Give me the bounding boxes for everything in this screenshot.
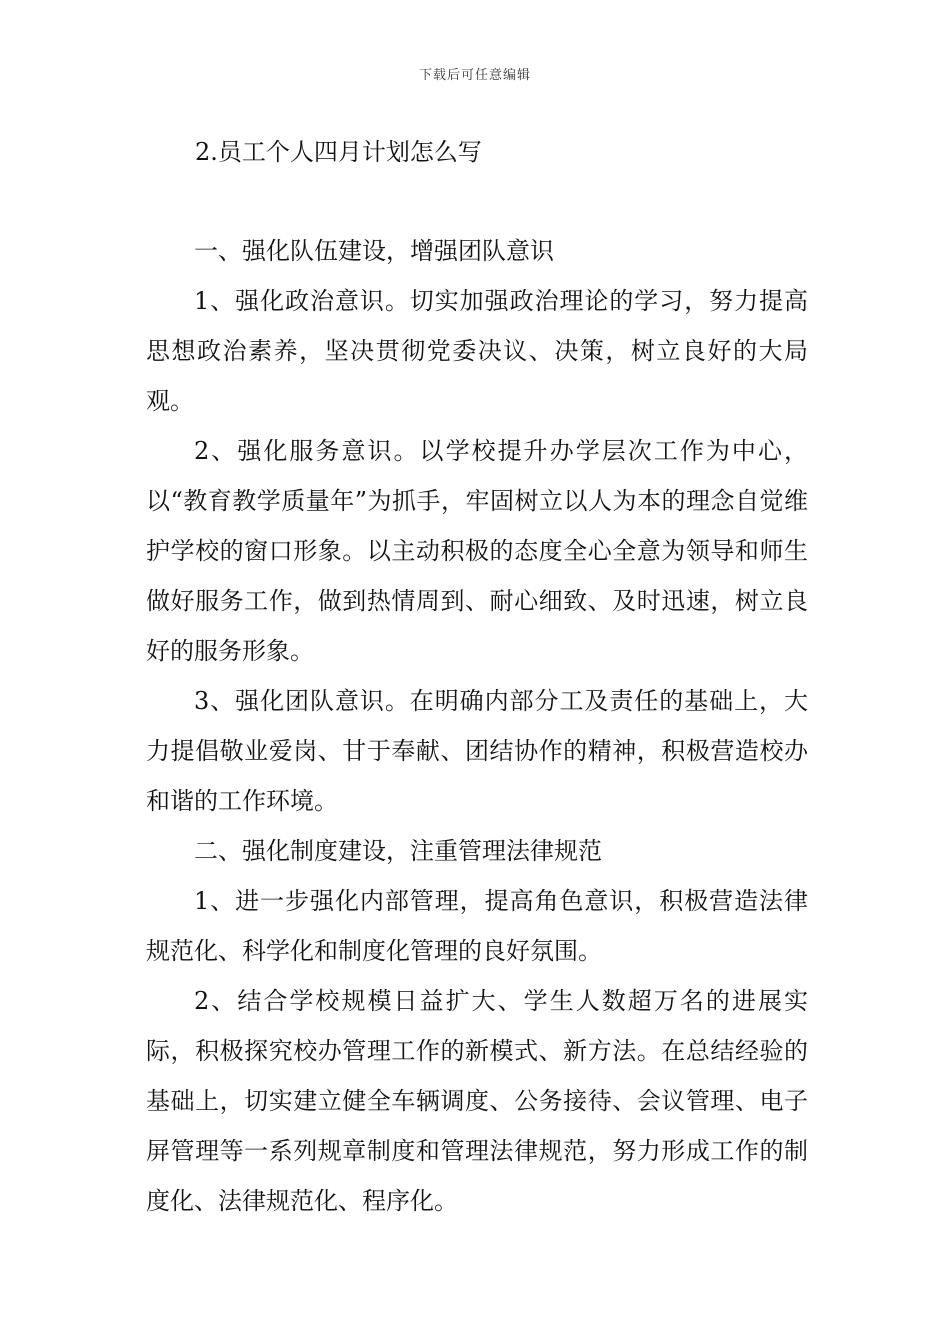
paragraph-1-3: 3、强化团队意识。在明确内部分工及责任的基础上，大力提倡敬业爱岗、甘于奉献、团结协作的精神，积极营造校办和谐的工作环境。 (146, 687, 808, 815)
paragraph-2-1: 1、进一步强化内部管理，提高角色意识，积极营造法律规范化、科学化和制度化管理的良好氛围。 (146, 887, 808, 965)
paragraph-1-1: 1、强化政治意识。切实加强政治理论的学习，努力提高思想政治素养，坚决贯彻党委决议、决策，树立良好的大局观。 (146, 287, 808, 415)
paragraph-2-2: 2、结合学校规模日益扩大、学生人数超万名的进展实际，积极探究校办管理工作的新模式、新方法。在总结经验的基础上，切实建立健全车辆调度、公务接待、会议管理、电子屏管理等一系列规章制度和管理法律规范，努力形成工作的制度化、法律规范化、程序化。 (146, 987, 808, 1215)
page-header-note: 下载后可任意编辑 (418, 68, 531, 83)
document-body (146, 226, 808, 1226)
document-title: 2.员工个人四月计划怎么写 (195, 138, 482, 166)
section-heading-1: 一、强化队伍建设，增强团队意识 (194, 237, 554, 265)
section-heading-2: 二、强化制度建设，注重管理法律规范 (194, 837, 602, 865)
paragraph-1-2: 2、强化服务意识。以学校提升办学层次工作为中心，以“教育教学质量年”为抓手，牢固树立以人为本的理念自觉维护学校的窗口形象。以主动积极的态度全心全意为领导和师生做好服务工作，做到热情周到、耐心细致、及时迅速，树立良好的服务形象。 (146, 437, 808, 665)
